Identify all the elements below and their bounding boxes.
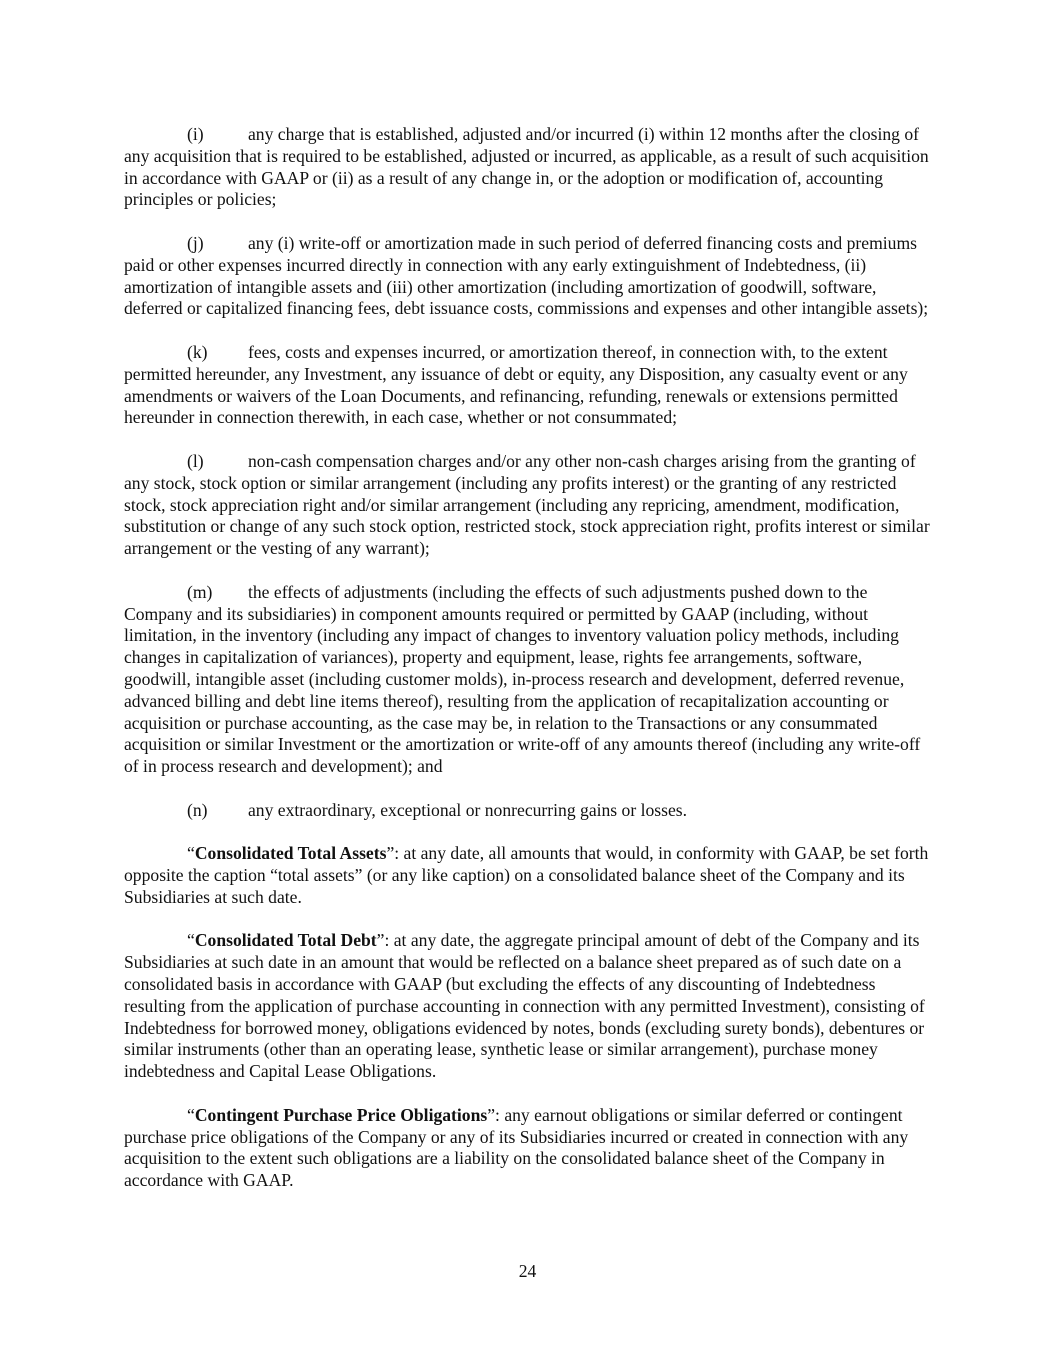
defined-term: Contingent Purchase Price Obligations xyxy=(194,1104,488,1125)
clause-k xyxy=(124,342,930,429)
definition-text: ”: any earnout obligations or similar deferred or contingent purchase price obligations of the Company or any of its Subsidiaries incurred or created in connection with any acquisition to the extent such obligations are a liability on the consolidated balance sheet of the Company in accordance with GAAP. xyxy=(124,1104,909,1191)
clause-n xyxy=(124,800,930,822)
clause-text: non-cash compensation charges and/or any other non-cash charges arising from the granting of any stock, stock option or similar arrangement (including any profits interest) or the granting of any restricted stock, stock appreciation right and/or similar arrangement (including any repricing, amendment, modification, substitution or change of any such stock option, restricted stock, stock appreciation right, profits interest or similar arrangement or the vesting of any warrant); xyxy=(124,450,930,559)
clause-text: any extraordinary, exceptional or nonrecurring gains or losses. xyxy=(248,799,688,820)
definition-consolidated-total-assets xyxy=(124,843,930,908)
open-quote: “ xyxy=(187,1104,195,1125)
clause-text: the effects of adjustments (including the effects of such adjustments pushed down to the Company and its subsidiaries) in component amounts required or permitted by GAAP (including, without limitation, in the inventory (including any impact of changes to inventory valuation policy methods, including changes in capitalization of variances), property and equipment, lease, rights fee arrangements, software, goodwill, intangible asset (including customer molds), in-process research and development, deferred revenue, advanced billing and debt line items thereof), resulting from the application of recapitalization accounting or acquisition or purchase accounting, as the case may be, in relation to the Transactions or any consummated acquisition or similar Investment or the amortization or write-off of any amounts thereof (including any write-off of in process research and development); and xyxy=(124,581,921,777)
clause-label: (n) xyxy=(187,799,208,820)
page-number: 24 xyxy=(518,1261,537,1281)
clause-label: (l) xyxy=(187,450,204,471)
open-quote: “ xyxy=(187,930,195,951)
definition-text: ”: at any date, the aggregate principal amount of debt of the Company and its Subsidiaries at such date in an amount that would be reflected on a balance sheet prepared as of such date on a consolidated basis in accordance with GAAP (but excluding the effects of any discounting of Indebtedness resulting from the application of purchase accounting in connection with any permitted Investment), consisting of Indebtedness for borrowed money, obligations evidenced by notes, bonds (excluding surety bonds), debentures or similar instruments (other than an operating lease, synthetic lease or similar arrangement), purchase money indebtedness and Capital Lease Obligations. xyxy=(124,930,925,1082)
clause-label: (i) xyxy=(187,124,204,144)
clause-i xyxy=(124,124,930,211)
definition-consolidated-total-debt xyxy=(124,930,930,1083)
clause-label: (j) xyxy=(187,232,204,253)
definition-text: ”: at any date, all amounts that would, in conformity with GAAP, be set forth opposite the caption “total assets” (or any like caption) on a consolidated balance sheet of the Company and its Subsidiaries at such date. xyxy=(124,843,929,907)
document-page xyxy=(124,124,930,1214)
clause-j xyxy=(124,233,930,320)
open-quote: “ xyxy=(187,843,195,864)
clause-text: any (i) write-off or amortization made in such period of deferred financing costs and premiums paid or other expenses incurred directly in connection with any early extinguishment of Indebtedness, (ii) amortization of intangible assets and (iii) other amortization (including amortization of goodwill, software, deferred or capitalized financing fees, debt issuance costs, commissions and expenses and other intangible assets); xyxy=(124,232,929,319)
clause-label: (m) xyxy=(187,581,213,602)
clause-label: (k) xyxy=(187,341,208,362)
clause-text: any charge that is established, adjusted and/or incurred (i) within 12 months after the closing of any acquisition that is required to be established, adjusted or incurred, as applicable, as a result of such acquisition in accordance with GAAP or (ii) as a result of any change in, or the adoption or modification of, accounting principles or policies; xyxy=(124,124,929,210)
clause-l xyxy=(124,451,930,560)
defined-term: Consolidated Total Debt xyxy=(194,930,377,951)
defined-term: Consolidated Total Assets xyxy=(194,843,387,864)
definition-contingent-purchase-price-obligations xyxy=(124,1105,930,1192)
clause-m xyxy=(124,582,930,778)
clause-text: fees, costs and expenses incurred, or amortization thereof, in connection with, to the extent permitted hereunder, any Investment, any issuance of debt or equity, any Disposition, any casualty event or any amendments or waivers of the Loan Documents, and refinancing, refunding, renewals or extensions permitted hereunder in connection therewith, in each case, whether or not consummated; xyxy=(124,341,908,428)
